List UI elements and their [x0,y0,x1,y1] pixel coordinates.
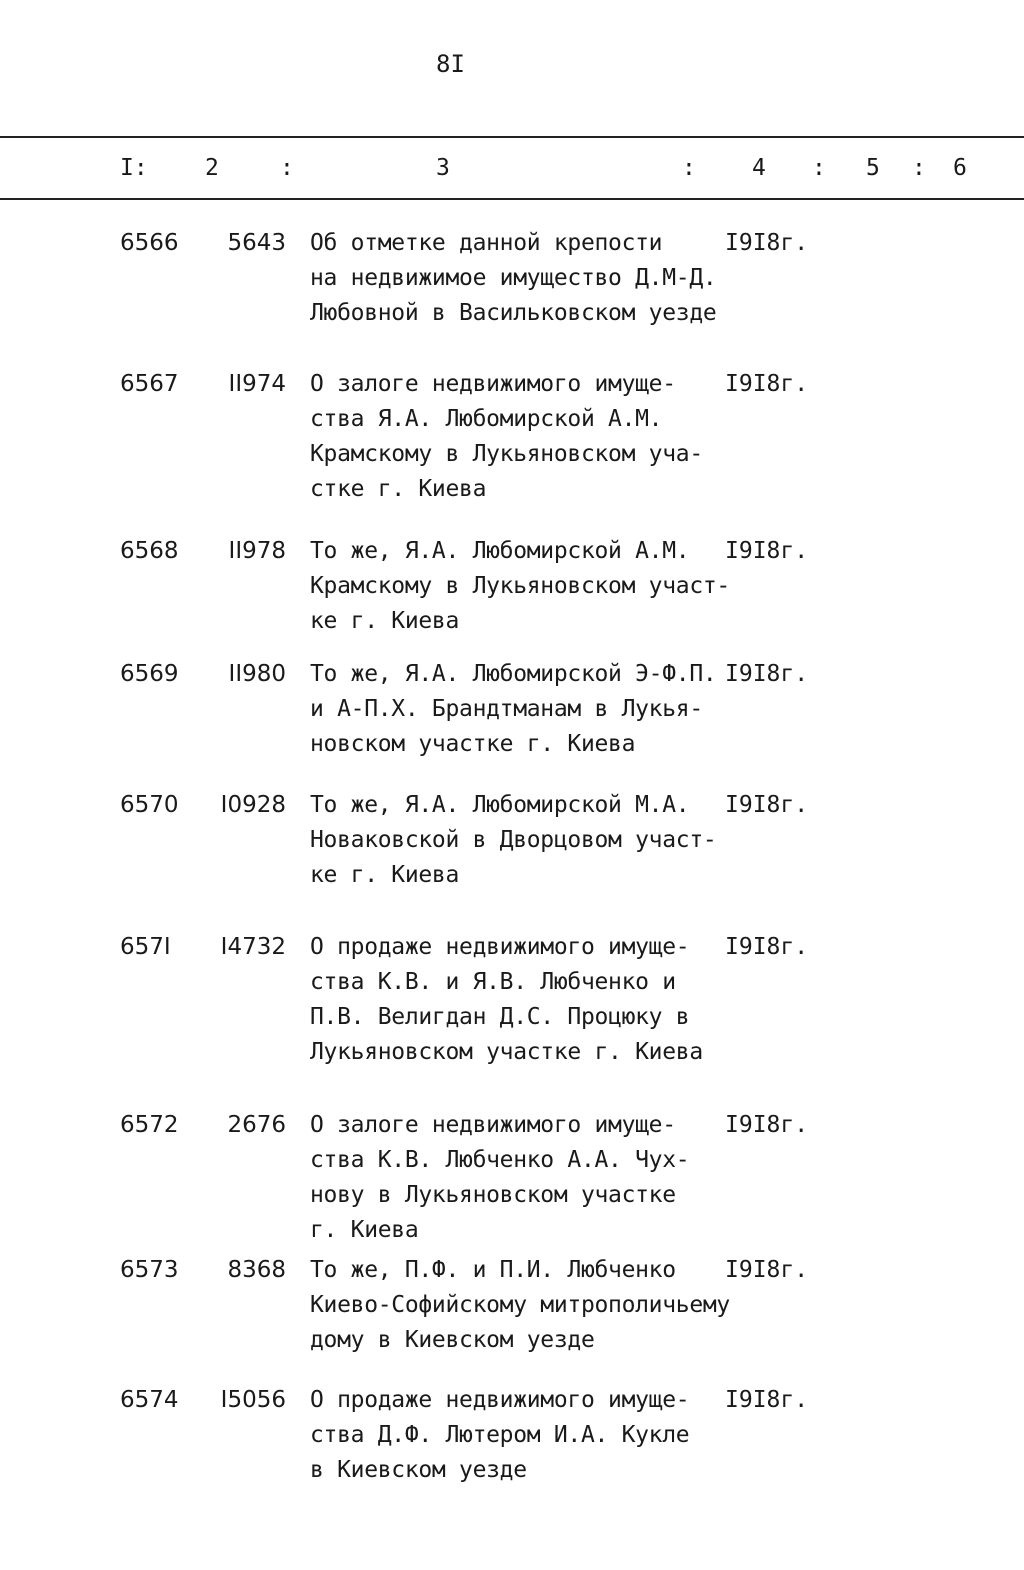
entry-description-line: ства Д.Ф. Лютером И.А. Кукле [310,1422,690,1448]
entry-year: I9I8г. [725,1257,809,1283]
entry-description [310,534,750,639]
entry-number: 6568 [120,538,179,564]
entry-description-line: То же, П.Ф. и П.И. Любченко [310,1257,676,1283]
entry-year: I9I8г. [725,1387,809,1413]
entry-old-number: I4732 [220,934,286,960]
entry-old-number: II980 [228,661,286,687]
entry-description-line: О продаже недвижимого имуще- [310,1387,690,1413]
column-header-5: 5 [866,155,880,181]
column-header-2: 2 [205,155,219,181]
entry-description [310,367,750,507]
entry-description [310,226,750,331]
entry-description-line: То же, Я.А. Любомирской М.А. [310,792,690,818]
entry-description-line: г. Киева [310,1217,419,1243]
entry-number: 6566 [120,230,179,256]
entry-description [310,1108,750,1248]
entry-description-line: ке г. Киева [310,608,460,634]
entry-description-line: ства Я.А. Любомирской А.М. [310,406,663,432]
entry-old-number: 5643 [227,230,286,256]
entry-year: I9I8г. [725,792,809,818]
column-header-3: 3 [436,155,450,181]
entry-description-line: Крамскому в Лукьяновском уча- [310,441,703,467]
entry-description-line: дому в Киевском уезде [310,1327,595,1353]
entry-old-number: I5056 [220,1387,286,1413]
entry-description-line: на недвижимое имущество Д.М-Д. [310,265,717,291]
entry-description-line: То же, Я.А. Любомирской А.М. [310,538,690,564]
entry-description-line: Киево-Софийскому митрополичьему [310,1292,730,1318]
entry-old-number: 2676 [227,1112,286,1138]
entry-description-line: О продаже недвижимого имуще- [310,934,690,960]
entry-description-line: ства К.В. Любченко А.А. Чух- [310,1147,690,1173]
entry-description-line: То же, Я.А. Любомирской Э-Ф.П. [310,661,717,687]
entry-description-line: Крамскому в Лукьяновском участ- [310,573,730,599]
entry-year: I9I8г. [725,661,809,687]
entry-description-line: стке г. Киева [310,476,487,502]
entry-description-line: Лукьяновском участке г. Киева [310,1039,703,1065]
entry-description [310,1253,750,1358]
header-rule-bottom [0,198,1024,200]
header-rule-top [0,136,1024,138]
entry-year: I9I8г. [725,934,809,960]
entry-year: I9I8г. [725,371,809,397]
entry-description-line: О залоге недвижимого имуще- [310,371,676,397]
page-number: 8I [436,50,465,78]
entry-year: I9I8г. [725,230,809,256]
entry-description-line: и А-П.Х. Брандтманам в Лукья- [310,696,703,722]
entry-description [310,930,750,1070]
entry-number: 6574 [120,1387,179,1413]
entry-description-line: О залоге недвижимого имуще- [310,1112,676,1138]
column-header-4: 4 [752,155,766,181]
entry-description-line: Новаковской в Дворцовом участ- [310,827,717,853]
entry-description-line: П.В. Велигдан Д.С. Процюку в [310,1004,690,1030]
entry-description [310,1383,750,1488]
entry-description-line: ства К.В. и Я.В. Любченко и [310,969,676,995]
entry-description-line: Любовной в Васильковском уезде [310,300,717,326]
entry-description-line: нову в Лукьяновском участке [310,1182,676,1208]
entry-old-number: I0928 [220,792,286,818]
entry-description-line: в Киевском уезде [310,1457,527,1483]
entry-number: 6570 [120,792,179,818]
entry-description-line: ке г. Киева [310,862,460,888]
entry-year: I9I8г. [725,1112,809,1138]
column-header-6: 6 [953,155,967,181]
entry-number: 6573 [120,1257,179,1283]
column-separator: : [812,155,826,181]
entry-description-line: Об отметке данной крепости [310,230,663,256]
entry-number: 657I [120,934,171,960]
entry-old-number: 8368 [227,1257,286,1283]
entry-old-number: II978 [228,538,286,564]
entry-number: 6567 [120,371,179,397]
entry-old-number: II974 [228,371,286,397]
entry-description [310,657,750,762]
entry-description [310,788,750,893]
entry-number: 6572 [120,1112,179,1138]
column-header-1: I: [120,155,148,181]
column-separator: : [280,155,294,181]
column-separator: : [912,155,926,181]
entry-number: 6569 [120,661,179,687]
entry-year: I9I8г. [725,538,809,564]
entry-description-line: новском участке г. Киева [310,731,636,757]
column-separator: : [682,155,696,181]
